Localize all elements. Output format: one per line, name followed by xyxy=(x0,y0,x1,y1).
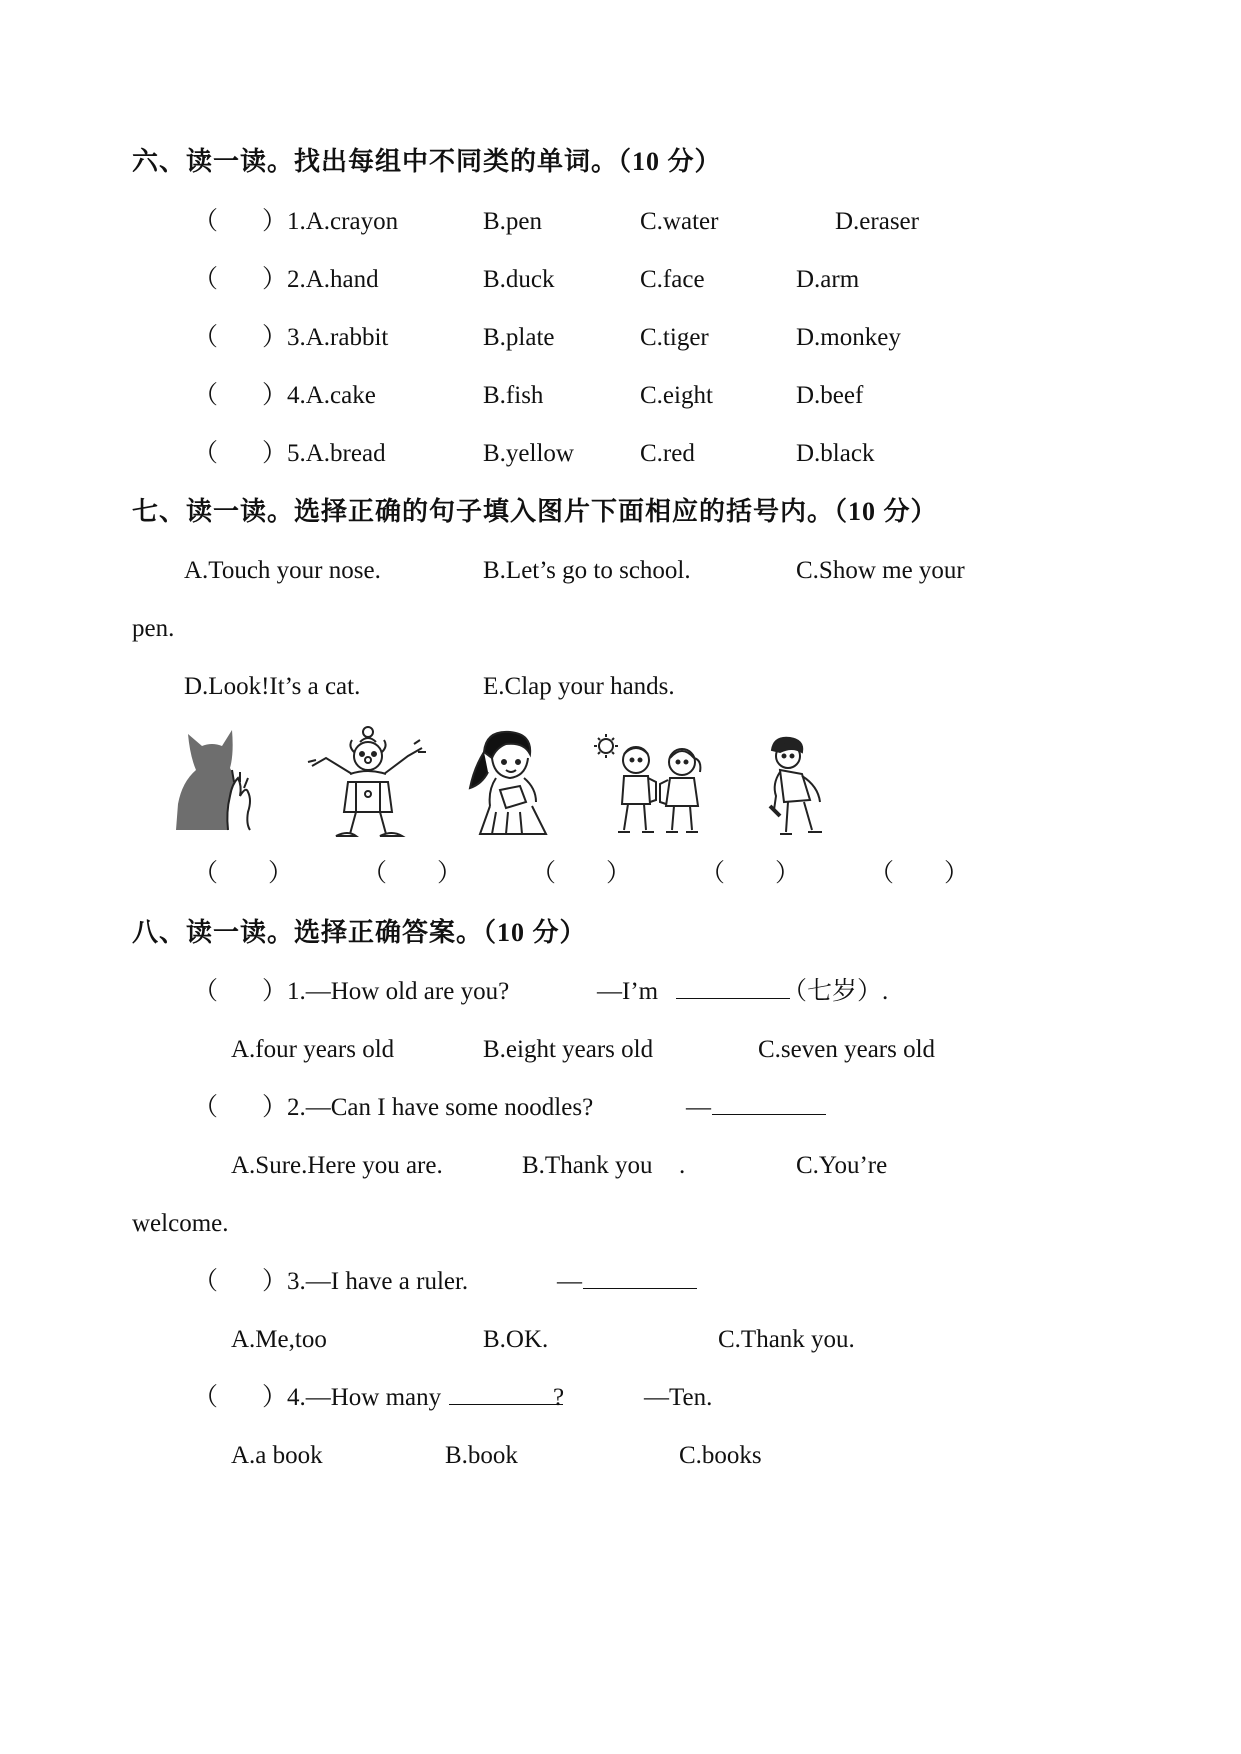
hint-text: （七岁）. xyxy=(782,978,889,1005)
sentence-option-c-continued: pen. xyxy=(132,615,175,642)
answer-paren: （ xyxy=(193,440,219,467)
fill-blank xyxy=(583,1266,697,1289)
answer-paren: （ xyxy=(193,208,219,235)
choice-b: B.OK. xyxy=(483,1326,549,1353)
picture-answer-slot: （ ） xyxy=(700,860,801,887)
option-b: B.duck xyxy=(483,266,555,293)
choice-c: C.seven years old xyxy=(758,1036,936,1063)
question-mark: ? xyxy=(553,1384,565,1411)
question-option-a: ）3.A.rabbit xyxy=(262,324,389,351)
sentence-option-c: C.Show me your xyxy=(796,557,965,584)
option-b: B.yellow xyxy=(483,440,574,467)
option-b: B.pen xyxy=(483,208,543,235)
choice-b: B.eight years old xyxy=(483,1036,654,1063)
question-text: ）2.—Can I have some noodles? xyxy=(262,1094,594,1121)
sentence-option-d: D.Look!It’s a cat. xyxy=(184,673,361,700)
answer-paren: （ xyxy=(193,266,219,293)
children-going-to-school-picture xyxy=(594,732,718,840)
clown-clapping-picture xyxy=(306,722,430,844)
picture-answer-slot: （ ） xyxy=(193,860,294,887)
girl-picture xyxy=(466,728,550,838)
question-option-a: ）4.A.cake xyxy=(262,382,376,409)
option-d: D.monkey xyxy=(796,324,901,351)
choice-b: B.Thank you xyxy=(522,1152,653,1179)
boy-showing-pen-picture xyxy=(760,734,834,838)
sentence-option-e: E.Clap your hands. xyxy=(483,673,675,700)
choice-b: B.book xyxy=(445,1442,518,1469)
answer-paren: （ xyxy=(193,978,219,1005)
question-text: ）1.—How old are you? xyxy=(262,978,510,1005)
answer-paren: （ xyxy=(193,1384,219,1411)
choice-c: C.Thank you. xyxy=(718,1326,855,1353)
option-c: C.face xyxy=(640,266,705,293)
option-d: D.beef xyxy=(796,382,864,409)
choice-c: C.books xyxy=(679,1442,762,1469)
option-c: C.eight xyxy=(640,382,713,409)
choice-c: C.You’re xyxy=(796,1152,888,1179)
choice-a: A.four years old xyxy=(231,1036,395,1063)
answer-paren: （ xyxy=(193,382,219,409)
fill-blank xyxy=(676,976,790,999)
picture-answer-slot: （ ） xyxy=(362,860,463,887)
option-c: C.water xyxy=(640,208,719,235)
section8-heading: 八、读一读。选择正确答案。（10 分） xyxy=(132,918,587,947)
question-option-a: ）1.A.crayon xyxy=(262,208,399,235)
choice-a: A.a book xyxy=(231,1442,323,1469)
option-d: D.black xyxy=(796,440,875,467)
question-option-a: ）5.A.bread xyxy=(262,440,386,467)
choice-a: A.Me,too xyxy=(231,1326,327,1353)
fill-blank xyxy=(449,1382,563,1405)
answer-paren: （ xyxy=(193,324,219,351)
option-b: B.fish xyxy=(483,382,544,409)
fill-blank xyxy=(712,1092,826,1115)
choice-a: A.Sure.Here you are. xyxy=(231,1152,443,1179)
picture-answer-slot: （ ） xyxy=(869,860,970,887)
sentence-option-a: A.Touch your nose. xyxy=(184,557,381,584)
reply-text: — xyxy=(557,1268,582,1295)
option-b: B.plate xyxy=(483,324,555,351)
reply-text: — xyxy=(686,1094,711,1121)
picture-answer-slot: （ ） xyxy=(531,860,632,887)
section7-heading: 七、读一读。选择正确的句子填入图片下面相应的括号内。（10 分） xyxy=(132,497,938,526)
option-c: C.red xyxy=(640,440,695,467)
choice-b-period: . xyxy=(679,1152,686,1179)
option-d: D.eraser xyxy=(835,208,919,235)
choice-c-continued: welcome. xyxy=(132,1210,229,1237)
question-text: ）3.—I have a ruler. xyxy=(262,1268,469,1295)
answer-paren: （ xyxy=(193,1094,219,1121)
question-text: ）4.—How many xyxy=(262,1384,442,1411)
option-c: C.tiger xyxy=(640,324,709,351)
sentence-option-b: B.Let’s go to school. xyxy=(483,557,691,584)
reply-text: —Ten. xyxy=(644,1384,713,1411)
cat-shadow-picture xyxy=(168,726,260,834)
answer-paren: （ xyxy=(193,1268,219,1295)
reply-text: —I’m xyxy=(597,978,659,1005)
option-d: D.arm xyxy=(796,266,860,293)
section6-heading: 六、读一读。找出每组中不同类的单词。（10 分） xyxy=(132,147,722,176)
question-option-a: ）2.A.hand xyxy=(262,266,379,293)
